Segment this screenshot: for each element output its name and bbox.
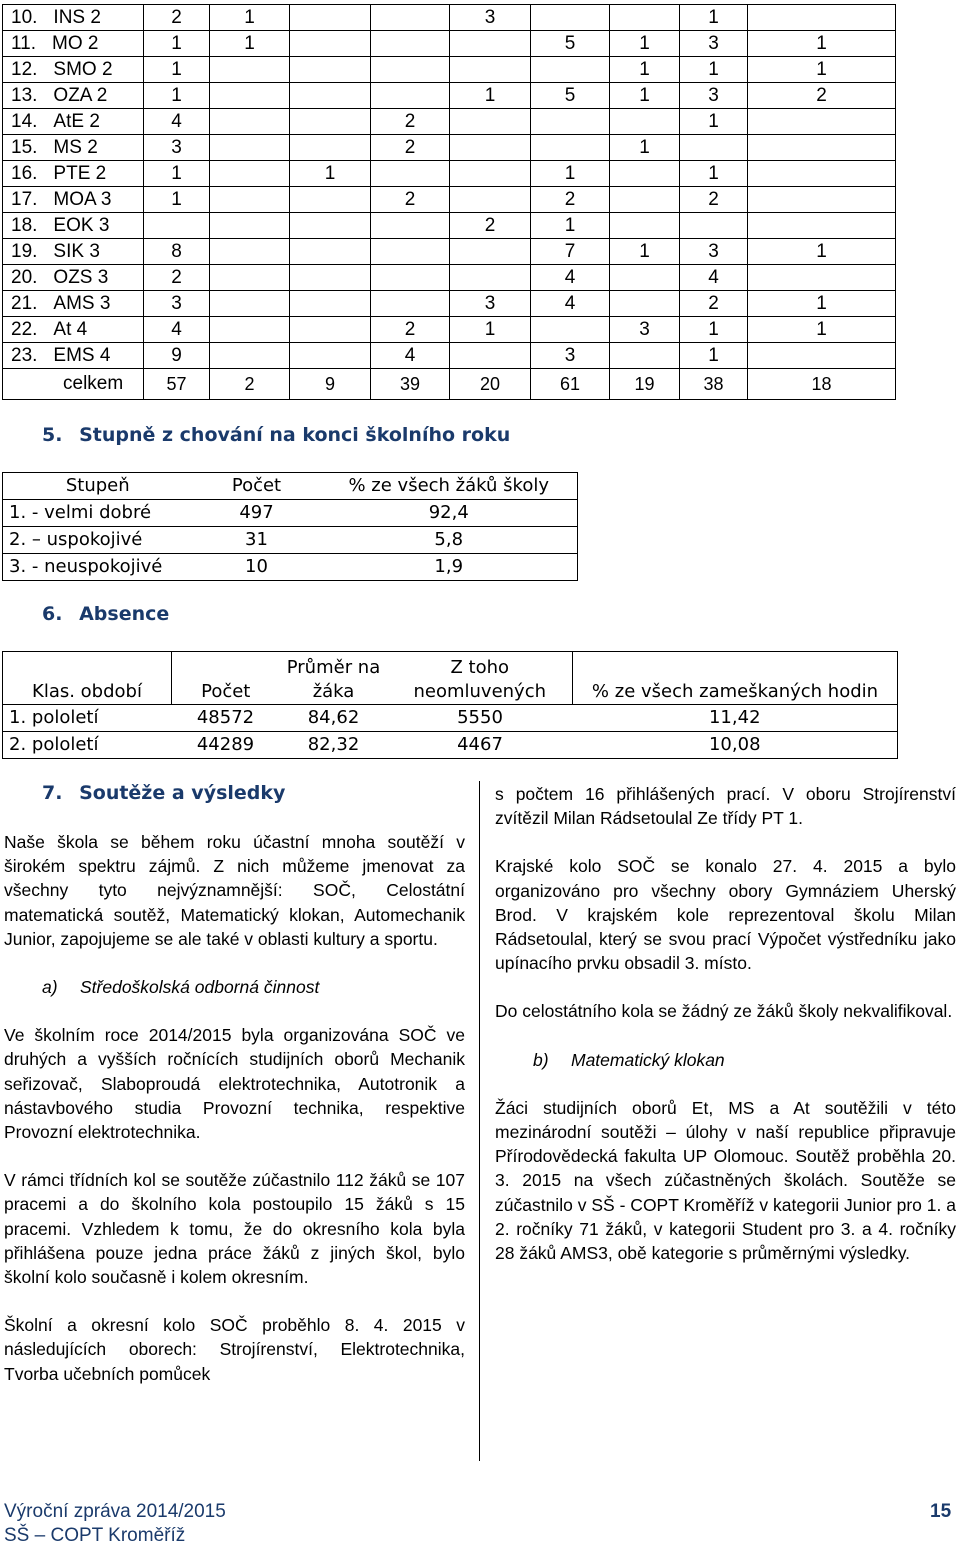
table-cell	[531, 317, 610, 343]
grades-table	[2, 4, 896, 400]
paragraph: Ve školním roce 2014/2015 byla organizována SOČ ve druhých a vyšších ročnících studijních oborů Mechanik seřizovač, Slaboproudá elektrotechnika, Autotronik a nástavbového studia Provozní technika, respektive Provozní elektrotechnika.	[4, 1025, 465, 1143]
section-number: 7.	[42, 782, 63, 804]
total-cell: 2	[210, 369, 290, 400]
class-code: OZA 2	[53, 85, 108, 106]
table-cell: 4	[144, 317, 210, 343]
table-cell	[290, 343, 371, 369]
table-cell	[748, 109, 896, 135]
table-cell: 5	[531, 31, 610, 57]
row-number: 22.	[11, 319, 38, 340]
header-line: Z toho	[450, 657, 510, 678]
table-cell: 2	[144, 265, 210, 291]
table-row	[3, 291, 896, 317]
table-cell: 1	[610, 135, 680, 161]
table-cell: 2	[450, 213, 531, 239]
table-cell	[371, 161, 450, 187]
table-cell: 1	[610, 57, 680, 83]
table-cell	[680, 135, 748, 161]
table-cell	[290, 31, 371, 57]
table-cell	[748, 187, 896, 213]
table-cell: 2	[371, 317, 450, 343]
table-cell	[450, 57, 531, 83]
row-number: 17.	[11, 189, 38, 210]
table-row	[3, 527, 578, 554]
table-cell: 3	[450, 291, 531, 317]
row-number: 11.	[11, 33, 37, 54]
table-cell: 7	[531, 239, 610, 265]
header-line: Průměr na	[286, 657, 381, 678]
table-cell: 1	[210, 5, 290, 31]
section-7-heading	[42, 782, 285, 804]
table-cell	[748, 343, 896, 369]
column-header: Počet	[231, 475, 282, 496]
table-cell: 2	[371, 109, 450, 135]
subsection-letter: b)	[533, 1049, 549, 1070]
table-cell: 1	[680, 343, 748, 369]
table-cell	[450, 265, 531, 291]
table-row	[3, 317, 896, 343]
total-cell: 61	[531, 369, 610, 400]
table-cell	[748, 5, 896, 31]
section-title: Absence	[79, 603, 170, 625]
table-cell	[210, 213, 290, 239]
table-cell: 1	[450, 83, 531, 109]
subsection-title: Matematický klokan	[571, 1049, 725, 1070]
row-number: 21.	[11, 293, 38, 314]
section-title: Stupně z chování na konci školního roku	[79, 424, 511, 446]
table-cell: 1	[290, 161, 371, 187]
grade-count: 497	[239, 502, 274, 523]
grade-label: 3. - neuspokojivé	[9, 556, 163, 577]
table-cell: 2	[680, 291, 748, 317]
table-row	[3, 265, 896, 291]
subsection-a-heading	[4, 975, 465, 999]
header-line: neomluvených	[413, 681, 547, 702]
table-cell: 1	[680, 317, 748, 343]
row-label	[3, 135, 144, 161]
table-cell	[371, 57, 450, 83]
row-number: 14.	[11, 111, 38, 132]
row-number: 18.	[11, 215, 38, 236]
class-code: AMS 3	[53, 293, 111, 314]
row-number: 19.	[11, 241, 38, 262]
table-cell: 1	[210, 31, 290, 57]
table-cell: 1	[748, 239, 896, 265]
absence-table	[2, 651, 898, 759]
period-label: 2. pololetí	[9, 734, 99, 755]
table-cell: 4	[680, 265, 748, 291]
table-cell: 1	[144, 187, 210, 213]
table-cell	[210, 265, 290, 291]
class-code: MO 2	[52, 33, 99, 54]
table-cell	[290, 317, 371, 343]
table-cell	[748, 265, 896, 291]
row-number: 12.	[11, 59, 38, 80]
table-cell	[371, 213, 450, 239]
table-cell	[450, 239, 531, 265]
column-header	[388, 652, 573, 705]
period-label: 1. pololetí	[9, 707, 99, 728]
table-cell: 3	[450, 5, 531, 31]
table-row	[3, 213, 896, 239]
table-cell: 8	[144, 239, 210, 265]
class-code: OZS 3	[53, 267, 109, 288]
table-cell: 4	[371, 343, 450, 369]
column-header: Klas. období	[3, 652, 172, 705]
table-cell: 1	[748, 57, 896, 83]
table-cell	[290, 265, 371, 291]
absence-average: 84,62	[307, 707, 360, 728]
table-cell	[210, 57, 290, 83]
school-name: SŠ – COPT Kroměříž	[4, 1525, 186, 1546]
table-cell	[371, 83, 450, 109]
table-cell	[290, 57, 371, 83]
paragraph: Krajské kolo SOČ se konalo 27. 4. 2015 a bylo organizováno pro všechny obory Gymnáziem Uherský Brod. V krajském kole reprezentoval školu Milan Rádsetoulal, který se svou prací Výpočet výstředníku jako upínacího prvku obsadil 3. místo.	[495, 856, 956, 974]
grade-percent: 5,8	[434, 529, 464, 550]
table-cell: 3	[144, 135, 210, 161]
table-cell: 1	[531, 213, 610, 239]
table-cell	[450, 109, 531, 135]
table-cell	[748, 161, 896, 187]
absence-percent: 11,42	[708, 707, 761, 728]
table-cell: 1	[144, 57, 210, 83]
column-header: % ze všech žáků školy	[348, 475, 549, 496]
table-header-row	[3, 473, 578, 500]
row-label	[3, 291, 144, 317]
table-row	[3, 554, 578, 581]
table-cell	[290, 109, 371, 135]
table-cell: 2	[371, 135, 450, 161]
total-cell: 57	[144, 369, 210, 400]
table-cell	[748, 135, 896, 161]
table-cell	[610, 5, 680, 31]
absence-count: 44289	[196, 734, 255, 755]
table-cell: 1	[610, 31, 680, 57]
table-cell: 1	[748, 291, 896, 317]
table-cell: 3	[680, 31, 748, 57]
table-cell	[610, 161, 680, 187]
table-cell: 9	[144, 343, 210, 369]
behavior-grades-table-body	[3, 473, 578, 581]
table-cell	[610, 109, 680, 135]
row-number: 15.	[11, 137, 38, 158]
table-cell	[371, 5, 450, 31]
class-code: PTE 2	[53, 163, 107, 184]
column-header: % ze všech zameškaných hodin	[573, 652, 898, 705]
table-cell	[531, 57, 610, 83]
grade-label: 2. – uspokojivé	[9, 529, 143, 550]
paragraph: Žáci studijních oborů Et, MS a At soutěžili v této mezinárodní soutěži – úlohy v naší republice připravuje Přírodovědecká fakulta UP Olomouc. Soutěž proběhla 20. 3. 2015 na všech zúčastněných školách. Soutěže se zúčastnilo v SŠ - COPT Kroměříž v kategorii Junior pro 1. a 2. ročníky 71 žáků, v kategorii Student pro 3. a 4. ročníky 28 žáků AMS3, obě kategorie s průměrnými výsledky.	[495, 1097, 956, 1264]
table-cell	[450, 135, 531, 161]
table-cell	[450, 187, 531, 213]
table-cell: 2	[531, 187, 610, 213]
row-label	[3, 57, 144, 83]
grades-table-body	[3, 5, 896, 400]
paragraph: V rámci třídních kol se soutěže zúčastnilo 112 žáků se 107 pracemi a do školního kola postoupilo 15 žáků s 15 pracemi. Vzhledem k tomu, že do okresního kola byla přihlášena pouze jedna práce žáků z jiných škol, bylo školní kolo současně i kolem okresním.	[4, 1170, 465, 1288]
table-row	[3, 161, 896, 187]
table-cell	[210, 239, 290, 265]
section-6-heading	[42, 603, 169, 625]
table-cell	[610, 291, 680, 317]
table-cell: 1	[610, 239, 680, 265]
row-label	[3, 5, 144, 31]
table-row	[3, 57, 896, 83]
table-row	[3, 109, 896, 135]
table-cell	[210, 135, 290, 161]
table-row	[3, 187, 896, 213]
table-cell	[290, 135, 371, 161]
row-number: 23.	[11, 345, 38, 366]
table-cell: 1	[680, 161, 748, 187]
table-cell	[450, 343, 531, 369]
paragraph: Školní a okresní kolo SOČ proběhlo 8. 4. 2015 v následujících oborech: Strojírenství, Elektrotechnika, Tvorba učebních pomůcek	[4, 1315, 465, 1384]
table-cell: 3	[680, 239, 748, 265]
table-cell	[531, 109, 610, 135]
total-cell: 18	[748, 369, 896, 400]
table-cell	[531, 135, 610, 161]
intro-paragraph: Naše škola se během roku účastní mnoha soutěží v širokém spektru zájmů. Z nich můžeme jmenovat za všechny tyto nejvýznamnější: SOČ, Celostátní matematická soutěž, Matematický klokan, Automechanik Junior, zapojujeme se ale také v oblasti kultury a sportu.	[4, 832, 465, 949]
total-cell: 9	[290, 369, 371, 400]
page-number: 15	[930, 1501, 952, 1522]
table-cell	[531, 5, 610, 31]
class-code: INS 2	[53, 7, 101, 28]
table-cell: 1	[680, 109, 748, 135]
table-cell	[290, 187, 371, 213]
grade-label: 1. - velmi dobré	[9, 502, 152, 523]
table-cell: 1	[144, 31, 210, 57]
table-cell	[610, 343, 680, 369]
total-cell: 20	[450, 369, 531, 400]
class-code: EMS 4	[53, 345, 111, 366]
paragraph: s počtem 16 přihlášených prací. V oboru Strojírenství zvítězil Milan Rádsetoulal Ze třídy PT 1.	[495, 784, 956, 829]
total-cell: 38	[680, 369, 748, 400]
column-header: Stupeň	[65, 475, 130, 496]
table-row	[3, 732, 898, 759]
class-code: SIK 3	[53, 241, 100, 262]
table-cell	[610, 265, 680, 291]
row-number: 20.	[11, 267, 38, 288]
class-code: EOK 3	[53, 215, 110, 236]
row-number: 10.	[11, 7, 38, 28]
table-row	[3, 343, 896, 369]
table-cell	[450, 161, 531, 187]
table-row	[3, 705, 898, 732]
class-code: SMO 2	[53, 59, 113, 80]
row-label	[3, 161, 144, 187]
table-cell: 3	[531, 343, 610, 369]
table-row	[3, 5, 896, 31]
table-cell: 2	[144, 5, 210, 31]
subsection-letter: a)	[42, 977, 58, 998]
table-cell: 4	[144, 109, 210, 135]
table-cell: 2	[680, 187, 748, 213]
table-cell: 3	[680, 83, 748, 109]
header-line: žáka	[312, 681, 355, 702]
absence-percent: 10,08	[708, 734, 761, 755]
table-cell: 2	[748, 83, 896, 109]
table-cell: 1	[144, 161, 210, 187]
table-cell	[371, 291, 450, 317]
table-cell: 3	[144, 291, 210, 317]
table-cell: 1	[144, 83, 210, 109]
table-cell	[371, 265, 450, 291]
class-code: MOA 3	[53, 189, 112, 210]
table-cell: 1	[610, 83, 680, 109]
absence-table-body	[3, 652, 898, 759]
table-cell: 5	[531, 83, 610, 109]
row-label	[3, 317, 144, 343]
section-5-heading	[42, 424, 510, 446]
table-row	[3, 135, 896, 161]
right-column	[495, 782, 956, 1265]
table-cell	[610, 213, 680, 239]
table-cell: 1	[748, 31, 896, 57]
table-header-row	[3, 652, 898, 705]
row-label	[3, 213, 144, 239]
table-cell	[371, 31, 450, 57]
grade-count: 10	[245, 556, 268, 577]
table-cell	[290, 213, 371, 239]
row-label	[3, 343, 144, 369]
section-title: Soutěže a výsledky	[79, 782, 286, 804]
table-cell: 4	[531, 291, 610, 317]
table-cell: 4	[531, 265, 610, 291]
total-cell: 39	[371, 369, 450, 400]
table-cell	[210, 109, 290, 135]
class-code: AtE 2	[53, 111, 100, 132]
table-row	[3, 31, 896, 57]
absence-average: 82,32	[307, 734, 360, 755]
table-cell	[748, 213, 896, 239]
grade-percent: 1,9	[434, 556, 464, 577]
table-cell	[210, 317, 290, 343]
table-cell	[210, 343, 290, 369]
footer-left	[4, 1500, 226, 1548]
table-cell: 1	[531, 161, 610, 187]
absence-unexcused: 5550	[457, 707, 503, 728]
left-column	[4, 830, 465, 1386]
paragraph: Do celostátního kola se žádný ze žáků školy nekvalifikoval.	[495, 1001, 953, 1022]
table-cell: 1	[680, 57, 748, 83]
column-header	[280, 652, 388, 705]
table-cell	[210, 161, 290, 187]
report-title: Výroční zpráva 2014/2015	[4, 1501, 226, 1522]
section-number: 6.	[42, 603, 63, 625]
total-label: celkem	[3, 369, 144, 400]
table-cell: 1	[450, 317, 531, 343]
row-label	[3, 83, 144, 109]
row-label	[3, 239, 144, 265]
table-row	[3, 500, 578, 527]
total-row	[3, 369, 896, 400]
subsection-b-heading	[495, 1048, 956, 1072]
table-cell	[680, 213, 748, 239]
behavior-grades-table	[2, 472, 578, 581]
row-label	[3, 265, 144, 291]
row-number: 13.	[11, 85, 38, 106]
column-divider	[479, 781, 480, 1461]
table-cell: 1	[680, 5, 748, 31]
grade-percent: 92,4	[428, 502, 469, 523]
table-cell	[450, 31, 531, 57]
absence-unexcused: 4467	[457, 734, 503, 755]
table-row	[3, 83, 896, 109]
grade-count: 31	[245, 529, 268, 550]
section-number: 5.	[42, 424, 63, 446]
table-row	[3, 239, 896, 265]
table-cell: 3	[610, 317, 680, 343]
subsection-title: Středoškolská odborná činnost	[80, 977, 320, 998]
table-cell	[210, 83, 290, 109]
table-cell	[290, 83, 371, 109]
table-cell	[210, 187, 290, 213]
table-cell	[290, 291, 371, 317]
column-header: Počet	[172, 652, 280, 705]
table-cell	[290, 5, 371, 31]
row-label	[3, 187, 144, 213]
table-cell	[144, 213, 210, 239]
class-code: MS 2	[53, 137, 98, 158]
table-cell	[290, 239, 371, 265]
table-cell: 1	[748, 317, 896, 343]
table-cell	[610, 187, 680, 213]
class-code: At 4	[53, 319, 88, 340]
table-cell: 2	[371, 187, 450, 213]
total-cell: 19	[610, 369, 680, 400]
row-number: 16.	[11, 163, 38, 184]
absence-count: 48572	[196, 707, 255, 728]
row-label	[3, 109, 144, 135]
row-label	[3, 31, 144, 57]
table-cell	[210, 291, 290, 317]
table-cell	[371, 239, 450, 265]
